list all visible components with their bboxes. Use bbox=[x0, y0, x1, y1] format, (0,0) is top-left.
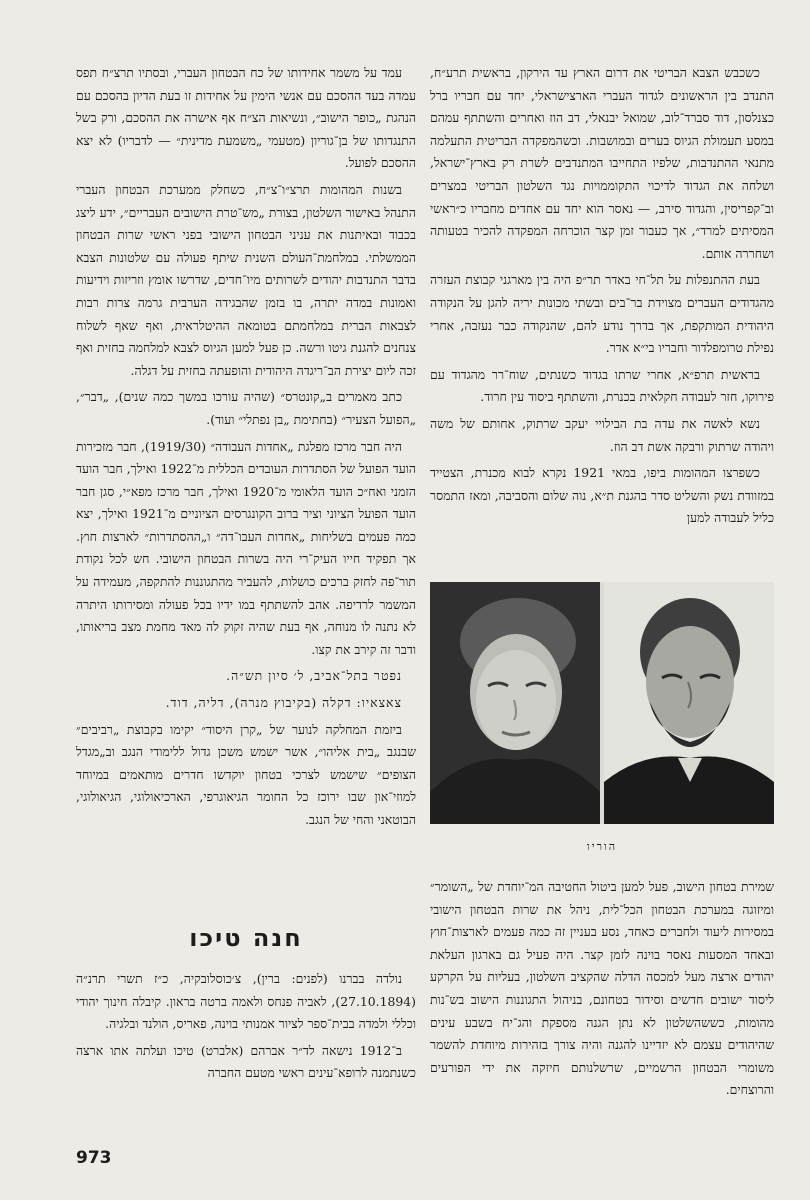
paragraph: נולדה בברנו (לפנים: ברין), צ׳כוסלובקיה, כ״ז תשרי תרנ״ה (27.10.1894), לאביה פנחס ולאמה ברטה בראון. קיבלה חינוך יהודי וכללי ולמדה בבית־ספר לציור אמנותי בוינה, פאריס, הולנד ובלגיה. bbox=[76, 971, 416, 1032]
paragraph: כשכבש הצבא הבריטי את דרום הארץ עד הירקון, בראשית תרע״ח, התנדב בין הראשונים לגדוד העברי הארצישראלי, יחד עם חבריו ברל כצנלסון, דוד סברד־לוב, שמואל יבנאלי, דב הוז ואחרים והשתתף עמהם במסע תעמולת הגיוס בערים ובמושבות. וכשהמפקדה הבריטית התעלמה מתנאי ההתנדבות, שלפיו התחייבו המתנדבים לשרת רק בארץ־ישראל, ושלחה את הגדוד לדיכוי התקוממויות נגד השלטון הבריטי במצרים וב־קפריסין, והגדוד סירב, — נאסר הוא יחד עם אחדים מחבריו כ״ראשי המסיתים למרד״, אך כעבור זמן קצר הוכרחה המפקדה להכיר בטעותה ושחררה אותם. bbox=[430, 65, 774, 261]
photo-caption: הוריו bbox=[586, 840, 618, 853]
paragraph: בשנות המהומות תרצ״ו־צ״ח, כשחלק ממערכת הבטחון העברי התנהל באישור השלטון, בצורת „מש־טרת הישובים העבריים״, ידע ליצג בכבוד ובאיתנות את עניני הבטחון הישובי בפני ראשי שרות הבטחון הממשלתי. במלחמת־העולם השנית שיתף פעולה עם שלטונות הצבא בדבר התנדבות יהודים לשרותים מיו־חדים, שדרשו אומץ וזריזות וידיעות ואמונות במדה יתרה, בו בזמן שהבגידה הערבית גרמה צרות רבות לצבאות הברית במלחמתם בטומאה ההיטלראית, ואף שאף לשלוח צנחנים להגנת גיטו ורשה. כן פעל למען הגיוס לצבא למלחמה בחזית ואף זכה ליום יצירת הב־ריגדה היהודית והופעתה בחזית על דגלה. bbox=[76, 181, 416, 378]
paragraph: כתב מאמרים ב„קונטרס״ (שהיה עורכו במשך כמה שנים), „דבר״, „הפועל הצעיר״ (בחתימת „בן נפתלי״ ועוד). bbox=[76, 389, 416, 427]
parents-photos bbox=[430, 582, 774, 824]
left-column bbox=[76, 62, 416, 836]
father-photo bbox=[604, 582, 774, 824]
left-column-bottom bbox=[76, 968, 416, 1089]
death-notice: נפטר בתל־אביב, ל׳ סיון תש״ה. bbox=[226, 668, 402, 684]
paragraph: נשא לאשה את עדה בת הבילויי יעקב שרתוק, אחותם של משה ויהודה שרתוק ורבקה אשת דב הוז. bbox=[430, 415, 774, 454]
page-number: 973 bbox=[76, 1148, 112, 1168]
paragraph: עמד על משמר אחידותו של כח הבטחון העברי, ובסתיו תרצ״ח תפס עמדה בעד ההסכם עם אנשי הימין על אחידות זו בעת הדיון בהסכם עם הנהגת „כופר הישוב״, ונשיאות הצ״ח אף אישרה את ההסכם, ורק בשל התנגדותו של בן־גוריון (מטעמי „משמעת מדינית״ — לדבריו) לא יצא ההסכם לפועל. bbox=[76, 65, 416, 171]
paragraph: בראשית תרפ״א, אחרי שרתו בגדוד כשנתים, שוח־רר מהגדוד עם פירוקו, חזר לעבודה חקלאית בכנרת, והשתתף ביסוד עין חרוד. bbox=[430, 366, 774, 405]
paragraph: ב־1912 נישאה לד״ר אברהם (אלברט) טיכו ועלתה אתו ארצה כשנתמנה לרופא־עינים ראשי מטעם החברה bbox=[76, 1042, 416, 1081]
paragraph: שמירת בטחון הישוב, פעל למען ביטול החטיבה המ־יוחדת של „השומר״ ומיזוגה במערכת הבטחון הכל־לית, ניהל את שרות הבטחון הישובי במסירות ליעוד ולחברים כאחד, נסע בעניין זה כמה פעמים לארצות־חוץ ובאחד המסעות נאסר בוינה לזמן קצר. היה פעיל גם בארגון העלאת יהודים ארצה מעל למכסה הדלה שהקציב השלטון, בעליות על הקרקע ליסוד ישובים חדשים וסידור בטחונם, בניהול התגוננות הישוב בש־נות מהומות, כששהשלטון לא נתן הגנה מספקת והג־יח בשבע עינים שהיהודים עצמם לא יזדיינו להגנה והיה צורך בזהירות מיוחדת להשמר משומרי הבטחון הרשמיים, שרשלנותם חיזקה את ידי הפורעים והרוצחים. bbox=[430, 879, 774, 1098]
right-column-continued bbox=[430, 876, 774, 1106]
mother-photo bbox=[430, 582, 600, 824]
descendants-line: צאצאיו: דקלה (בקיבוץ מנרה), דליה, דוד. bbox=[165, 695, 402, 711]
section-heading: חנה טיכו bbox=[189, 924, 303, 952]
paragraph: היה חבר מרכז מפלגת „אחדות העבודה״ (1919/30), חבר מזכירות הועד הפועל של הסתדרות העובדים הכללית מ־1922 ואילך, חבר הועד הזמני ואח״כ הועד הלאומי מ־1920 ואילך, חבר מרכז מפא״י, סגן חבר הועד הפועל הציוני וציר ברוב הקונגרסים הציוניים מ־1921 ואילך, יצא כמה פעמים בשליחות „אחדות העבו־דה״ ו„ההסתדרות״ לארצות חוץ. אך תפקיד חייו העיק־רי היה בשרות הבטחון הישובי. חש לכל נקודת תור־פה לחזק ברכים כושלות, להעביר מהתגוננות להתקפה, מעמידה על המשמר לרדיפה. אהב להשתתף במו ידיו בכל פעולה ומסירותו היתרה לא נתנה לו מנוחה, אף בעת שהיה זקוק לה מאד מחמת מצב בריאותו, ודבר זה קירב את קצו. bbox=[76, 438, 417, 657]
paragraph: ביזמת המחלקה לנוער של „קרן היסוד״ יקימו בקבוצת „רביבים״ שבנגב „בית אליהו״, אשר ישמש משכן גדול ללימודי הנגב וב„מגדל הצופים״ שישמש לצרכי בטחון יוקדשו חדרים מותאמים במיוחד למוזי־און שבו ירוכז כל החומר הגיאוגרפי, הארכיאולוגי, הגיאולוגי, הבוטאני והחי של הנגב. bbox=[76, 721, 416, 827]
paragraph: בעת ההתנפלות על תל־חי באדר תר״פ היה בין מארגני קבוצת העזרה מהגדודים העברים מצוידת בר־בים ובשתי מכונות יריה להגן על הנקודה היהודית המותקפת, אך בדרך נודע להם, שהנקודה כבר נעזבה, אחרי נפילת טרומפלדור וחבריו בי״א אדר. bbox=[430, 272, 774, 356]
paragraph: כשפרצו המהומות ביפו, במאי 1921 נקרא לבוא מכנרת, הצטייד במזוודת נשק והשליט סדר בהגנת ת״א, נוה שלום והסביבה, ומאז התמסר כליל לעבודה למען bbox=[430, 465, 774, 526]
right-column bbox=[430, 62, 774, 534]
